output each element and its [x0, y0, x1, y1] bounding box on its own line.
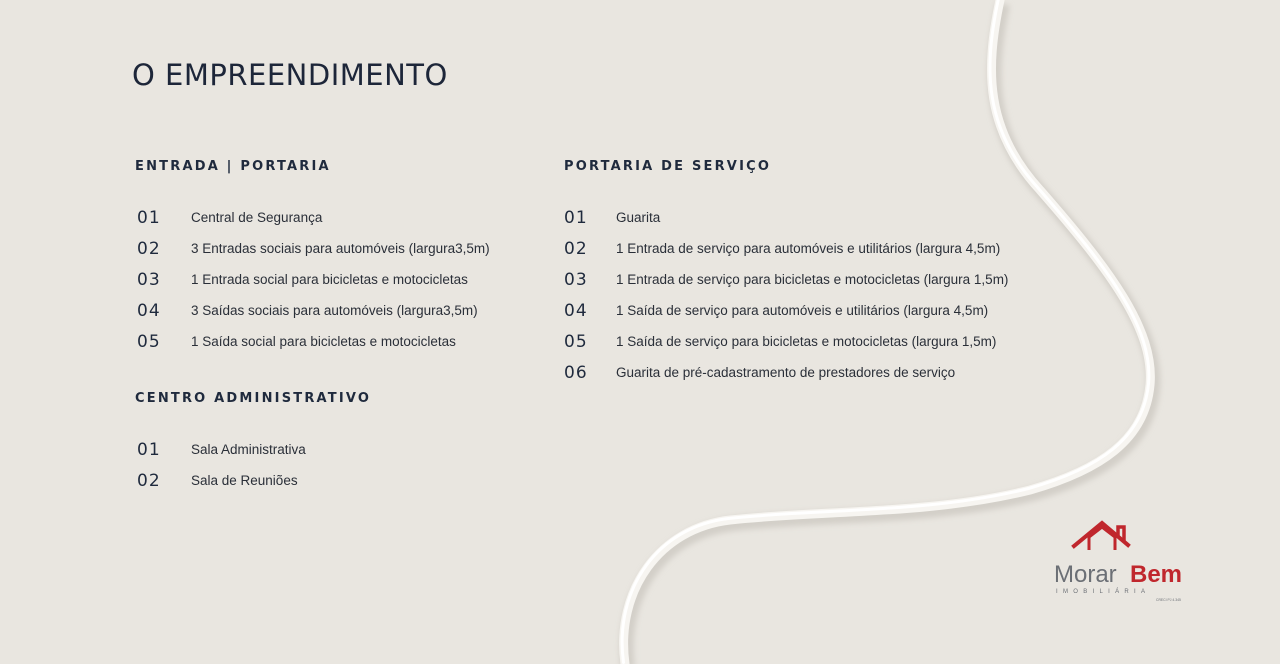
item-text: 3 Saídas sociais para automóveis (largura3,5m) — [191, 303, 478, 318]
list-item — [564, 202, 1008, 233]
section-centro-administrativo — [135, 391, 371, 496]
item-number: 05 — [564, 331, 588, 352]
house-roof-icon — [1074, 523, 1128, 550]
list-item — [564, 233, 1008, 264]
item-number: 04 — [564, 300, 588, 321]
list-item — [564, 264, 1008, 295]
item-number: 04 — [137, 300, 161, 321]
item-text: 1 Entrada social para bicicletas e motocicletas — [191, 272, 468, 287]
item-number: 01 — [137, 207, 161, 228]
list-item — [135, 326, 490, 357]
list-item — [135, 434, 371, 465]
item-number: 02 — [564, 238, 588, 259]
section-heading: ENTRADA | PORTARIA — [135, 159, 331, 174]
item-number: 06 — [564, 362, 588, 383]
item-text: Sala Administrativa — [191, 442, 306, 457]
list-item — [135, 465, 371, 496]
list-item — [135, 202, 490, 233]
list-item — [135, 295, 490, 326]
section-heading: PORTARIA DE SERVIÇO — [564, 159, 772, 174]
item-number: 01 — [137, 439, 161, 460]
list-item — [135, 233, 490, 264]
item-number: 05 — [137, 331, 161, 352]
list-item — [564, 357, 1008, 388]
list-item — [135, 264, 490, 295]
item-text: Central de Segurança — [191, 210, 323, 225]
morar-bem-logo — [1052, 520, 1192, 604]
logo-name-light: Morar — [1054, 561, 1117, 588]
item-number: 02 — [137, 238, 161, 259]
section-portaria-servico — [564, 159, 1008, 388]
item-number: 01 — [564, 207, 588, 228]
page-title: O EMPREENDIMENTO — [132, 58, 448, 92]
item-text: 1 Saída de serviço para automóveis e utilitários (largura 4,5m) — [616, 303, 989, 318]
logo-subtitle: IMOBILIÁRIA — [1056, 589, 1151, 595]
list-item — [564, 326, 1008, 357]
item-text: 1 Saída social para bicicletas e motocicletas — [191, 334, 456, 349]
list-item — [564, 295, 1008, 326]
item-number: 03 — [137, 269, 161, 290]
logo-tagline: CRECI PJ 4.345 — [1156, 598, 1181, 602]
item-text: 1 Entrada de serviço para bicicletas e motocicletas (largura 1,5m) — [616, 272, 1009, 287]
section-heading: CENTRO ADMINISTRATIVO — [135, 391, 372, 406]
item-text: 1 Entrada de serviço para automóveis e utilitários (largura 4,5m) — [616, 241, 1001, 256]
item-text: 3 Entradas sociais para automóveis (largura3,5m) — [191, 241, 490, 256]
item-number: 03 — [564, 269, 588, 290]
section-entrada-portaria — [135, 159, 490, 357]
item-text: Guarita de pré-cadastramento de prestadores de serviço — [616, 365, 956, 380]
item-number: 02 — [137, 470, 161, 491]
item-text: 1 Saída de serviço para bicicletas e motocicletas (largura 1,5m) — [616, 334, 997, 349]
logo-name-bold: Bem — [1130, 561, 1183, 588]
item-text: Guarita — [616, 210, 661, 225]
item-text: Sala de Reuniões — [191, 473, 298, 488]
